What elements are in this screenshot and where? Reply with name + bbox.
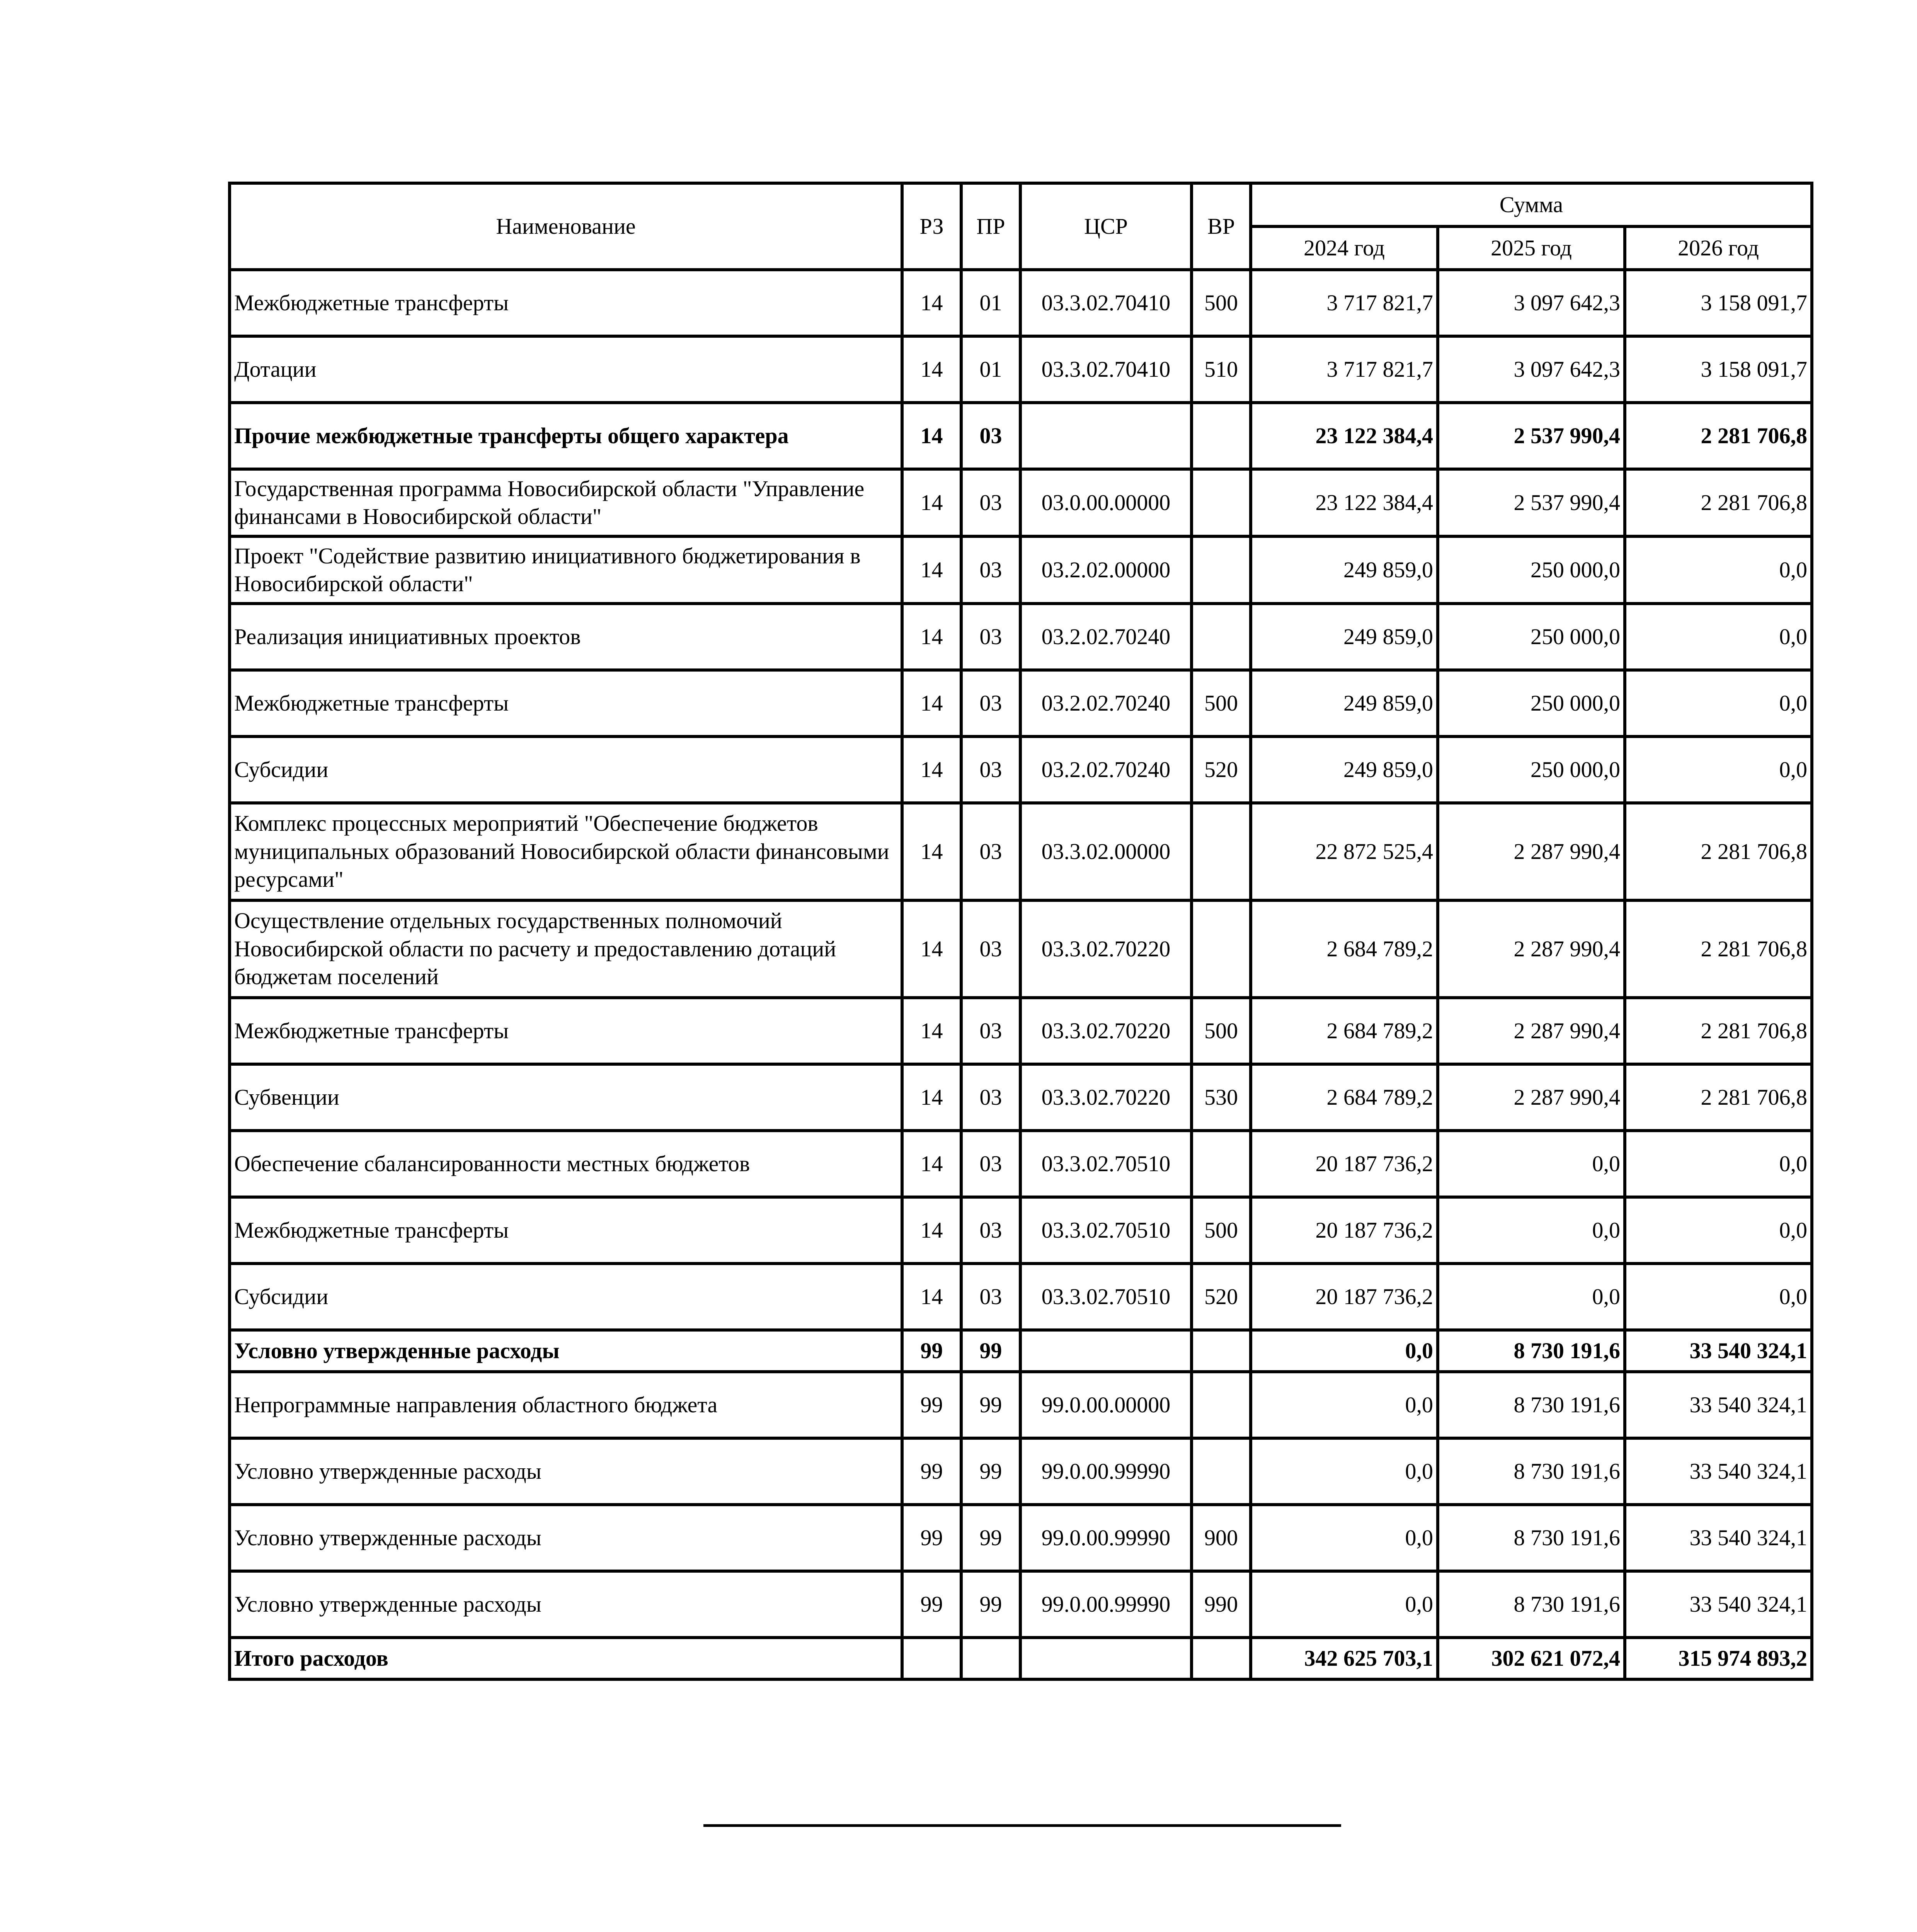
- row-pr: [961, 1638, 1020, 1679]
- row-vr: 530: [1192, 1064, 1251, 1131]
- row-name: Условно утвержденные расходы: [230, 1330, 902, 1372]
- row-name: Условно утвержденные расходы: [230, 1571, 902, 1638]
- table-row: [230, 1505, 1812, 1571]
- row-sum-2025: 2 287 990,4: [1438, 998, 1625, 1064]
- row-vr: 500: [1192, 270, 1251, 336]
- row-pr: 03: [961, 900, 1020, 998]
- table-row: [230, 998, 1812, 1064]
- table-row: [230, 1197, 1812, 1264]
- row-sum-2024: 20 187 736,2: [1251, 1197, 1438, 1264]
- row-pr: 01: [961, 336, 1020, 403]
- row-name: Дотации: [230, 336, 902, 403]
- table-row: [230, 1330, 1812, 1372]
- row-sum-2026: 2 281 706,8: [1625, 998, 1812, 1064]
- table-row: [230, 403, 1812, 469]
- row-sum-2024: 3 717 821,7: [1251, 270, 1438, 336]
- row-name: Межбюджетные трансферты: [230, 1197, 902, 1264]
- row-csr: 03.3.02.70220: [1020, 1064, 1192, 1131]
- row-sum-2024: 0,0: [1251, 1372, 1438, 1438]
- row-pr: 03: [961, 1197, 1020, 1264]
- table-row: [230, 1264, 1812, 1330]
- row-pr: 03: [961, 604, 1020, 670]
- row-name: Непрограммные направления областного бюджета: [230, 1372, 902, 1438]
- row-pr: 03: [961, 536, 1020, 604]
- row-name: Комплекс процессных мероприятий "Обеспечение бюджетов муниципальных образований Новосибирской области финансовыми ресурсами": [230, 803, 902, 900]
- row-rz: 14: [902, 270, 961, 336]
- row-csr: 03.3.02.70510: [1020, 1131, 1192, 1197]
- row-rz: 14: [902, 1064, 961, 1131]
- row-pr: 99: [961, 1571, 1020, 1638]
- horizontal-separator: [703, 1824, 1341, 1827]
- row-name: Субвенции: [230, 1064, 902, 1131]
- row-name: Реализация инициативных проектов: [230, 604, 902, 670]
- row-sum-2024: 23 122 384,4: [1251, 469, 1438, 536]
- table-row: [230, 1131, 1812, 1197]
- row-sum-2026: 33 540 324,1: [1625, 1372, 1812, 1438]
- row-vr: [1192, 1438, 1251, 1505]
- row-sum-2025: 302 621 072,4: [1438, 1638, 1625, 1679]
- row-name: Субсидии: [230, 736, 902, 803]
- row-sum-2025: 250 000,0: [1438, 736, 1625, 803]
- row-vr: 500: [1192, 670, 1251, 736]
- row-pr: 99: [961, 1438, 1020, 1505]
- row-vr: [1192, 900, 1251, 998]
- row-vr: 900: [1192, 1505, 1251, 1571]
- row-sum-2026: 0,0: [1625, 670, 1812, 736]
- row-sum-2026: 0,0: [1625, 1264, 1812, 1330]
- row-rz: [902, 1638, 961, 1679]
- row-sum-2024: 20 187 736,2: [1251, 1264, 1438, 1330]
- header-year-2025: 2025 год: [1438, 226, 1625, 270]
- row-vr: [1192, 1131, 1251, 1197]
- row-csr: 03.3.02.70220: [1020, 998, 1192, 1064]
- row-rz: 14: [902, 1131, 961, 1197]
- row-rz: 14: [902, 900, 961, 998]
- row-sum-2024: 0,0: [1251, 1438, 1438, 1505]
- row-csr: [1020, 403, 1192, 469]
- row-csr: 03.2.02.70240: [1020, 670, 1192, 736]
- row-csr: 03.3.02.70410: [1020, 270, 1192, 336]
- table-row: [230, 736, 1812, 803]
- row-pr: 03: [961, 1264, 1020, 1330]
- budget-table: [228, 182, 1813, 1681]
- row-sum-2026: 2 281 706,8: [1625, 1064, 1812, 1131]
- row-csr: 99.0.00.99990: [1020, 1438, 1192, 1505]
- row-csr: 03.3.02.70510: [1020, 1197, 1192, 1264]
- row-vr: [1192, 1638, 1251, 1679]
- row-sum-2024: 0,0: [1251, 1330, 1438, 1372]
- row-csr: 99.0.00.99990: [1020, 1505, 1192, 1571]
- row-rz: 14: [902, 1264, 961, 1330]
- row-name: Итого расходов: [230, 1638, 902, 1679]
- row-sum-2025: 0,0: [1438, 1197, 1625, 1264]
- row-sum-2025: 2 287 990,4: [1438, 803, 1625, 900]
- row-sum-2026: 0,0: [1625, 736, 1812, 803]
- row-sum-2026: 315 974 893,2: [1625, 1638, 1812, 1679]
- row-sum-2025: 3 097 642,3: [1438, 336, 1625, 403]
- table-row: [230, 1372, 1812, 1438]
- row-csr: 99.0.00.00000: [1020, 1372, 1192, 1438]
- row-vr: [1192, 536, 1251, 604]
- header-rz: РЗ: [902, 183, 961, 270]
- row-sum-2026: 2 281 706,8: [1625, 469, 1812, 536]
- row-pr: 03: [961, 1064, 1020, 1131]
- row-sum-2024: 20 187 736,2: [1251, 1131, 1438, 1197]
- row-rz: 14: [902, 670, 961, 736]
- table-row: [230, 469, 1812, 536]
- row-vr: 520: [1192, 1264, 1251, 1330]
- row-rz: 14: [902, 998, 961, 1064]
- row-name: Прочие межбюджетные трансферты общего характера: [230, 403, 902, 469]
- row-vr: [1192, 604, 1251, 670]
- row-pr: 01: [961, 270, 1020, 336]
- row-rz: 14: [902, 604, 961, 670]
- row-sum-2026: 2 281 706,8: [1625, 403, 1812, 469]
- row-csr: 03.2.02.70240: [1020, 604, 1192, 670]
- row-sum-2025: 250 000,0: [1438, 604, 1625, 670]
- row-csr: 03.3.02.70410: [1020, 336, 1192, 403]
- table-row: [230, 803, 1812, 900]
- row-csr: 03.3.02.70510: [1020, 1264, 1192, 1330]
- row-pr: 03: [961, 403, 1020, 469]
- row-vr: 520: [1192, 736, 1251, 803]
- row-csr: 03.3.02.70220: [1020, 900, 1192, 998]
- row-sum-2025: 2 287 990,4: [1438, 1064, 1625, 1131]
- row-name: Государственная программа Новосибирской области "Управление финансами в Новосибирской области": [230, 469, 902, 536]
- row-name: Осуществление отдельных государственных полномочий Новосибирской области по расчету и предоставлению дотаций бюджетам поселений: [230, 900, 902, 998]
- row-sum-2024: 2 684 789,2: [1251, 900, 1438, 998]
- table-row: [230, 900, 1812, 998]
- row-vr: [1192, 1330, 1251, 1372]
- row-sum-2026: 0,0: [1625, 604, 1812, 670]
- row-vr: 500: [1192, 998, 1251, 1064]
- header-vr: ВР: [1192, 183, 1251, 270]
- row-vr: 510: [1192, 336, 1251, 403]
- row-csr: 99.0.00.99990: [1020, 1571, 1192, 1638]
- row-sum-2024: 249 859,0: [1251, 536, 1438, 604]
- row-sum-2026: 0,0: [1625, 1131, 1812, 1197]
- row-rz: 99: [902, 1505, 961, 1571]
- row-sum-2024: 2 684 789,2: [1251, 1064, 1438, 1131]
- row-pr: 99: [961, 1505, 1020, 1571]
- row-sum-2025: 0,0: [1438, 1264, 1625, 1330]
- row-sum-2024: 2 684 789,2: [1251, 998, 1438, 1064]
- row-rz: 14: [902, 469, 961, 536]
- row-name: Субсидии: [230, 1264, 902, 1330]
- row-csr: 03.0.00.00000: [1020, 469, 1192, 536]
- row-sum-2024: 249 859,0: [1251, 604, 1438, 670]
- row-name: Условно утвержденные расходы: [230, 1505, 902, 1571]
- row-rz: 99: [902, 1438, 961, 1505]
- row-vr: 500: [1192, 1197, 1251, 1264]
- row-sum-2025: 2 537 990,4: [1438, 403, 1625, 469]
- row-pr: 03: [961, 469, 1020, 536]
- row-sum-2026: 2 281 706,8: [1625, 900, 1812, 998]
- row-csr: 03.2.02.00000: [1020, 536, 1192, 604]
- row-name: Условно утвержденные расходы: [230, 1438, 902, 1505]
- row-csr: [1020, 1638, 1192, 1679]
- row-pr: 03: [961, 670, 1020, 736]
- table-row: [230, 336, 1812, 403]
- row-sum-2025: 3 097 642,3: [1438, 270, 1625, 336]
- row-sum-2025: 2 287 990,4: [1438, 900, 1625, 998]
- row-pr: 03: [961, 1131, 1020, 1197]
- row-sum-2026: 3 158 091,7: [1625, 336, 1812, 403]
- row-sum-2024: 22 872 525,4: [1251, 803, 1438, 900]
- row-rz: 14: [902, 1197, 961, 1264]
- row-vr: [1192, 1372, 1251, 1438]
- table-row: [230, 1571, 1812, 1638]
- header-year-2024: 2024 год: [1251, 226, 1438, 270]
- row-sum-2026: 0,0: [1625, 1197, 1812, 1264]
- table-row: [230, 536, 1812, 604]
- row-rz: 99: [902, 1372, 961, 1438]
- row-pr: 03: [961, 803, 1020, 900]
- header-year-2026: 2026 год: [1625, 226, 1812, 270]
- row-pr: 03: [961, 736, 1020, 803]
- row-sum-2024: 249 859,0: [1251, 736, 1438, 803]
- row-name: Проект "Содействие развитию инициативного бюджетирования в Новосибирской области": [230, 536, 902, 604]
- row-sum-2024: 23 122 384,4: [1251, 403, 1438, 469]
- row-sum-2025: 250 000,0: [1438, 536, 1625, 604]
- row-vr: [1192, 403, 1251, 469]
- row-vr: [1192, 469, 1251, 536]
- row-sum-2025: 0,0: [1438, 1131, 1625, 1197]
- header-pr: ПР: [961, 183, 1020, 270]
- row-csr: 03.3.02.00000: [1020, 803, 1192, 900]
- row-sum-2024: 0,0: [1251, 1571, 1438, 1638]
- row-sum-2025: 8 730 191,6: [1438, 1372, 1625, 1438]
- row-sum-2025: 2 537 990,4: [1438, 469, 1625, 536]
- row-csr: [1020, 1330, 1192, 1372]
- row-name: Межбюджетные трансферты: [230, 270, 902, 336]
- row-sum-2024: 342 625 703,1: [1251, 1638, 1438, 1679]
- row-name: Межбюджетные трансферты: [230, 998, 902, 1064]
- row-name: Межбюджетные трансферты: [230, 670, 902, 736]
- row-sum-2024: 0,0: [1251, 1505, 1438, 1571]
- table-row: [230, 1638, 1812, 1679]
- header-name: Наименование: [230, 183, 902, 270]
- row-sum-2026: 33 540 324,1: [1625, 1330, 1812, 1372]
- row-rz: 14: [902, 803, 961, 900]
- row-sum-2026: 33 540 324,1: [1625, 1571, 1812, 1638]
- row-pr: 03: [961, 998, 1020, 1064]
- row-vr: 990: [1192, 1571, 1251, 1638]
- row-sum-2024: 249 859,0: [1251, 670, 1438, 736]
- row-pr: 99: [961, 1330, 1020, 1372]
- row-sum-2026: 0,0: [1625, 536, 1812, 604]
- row-sum-2026: 33 540 324,1: [1625, 1438, 1812, 1505]
- row-name: Обеспечение сбалансированности местных бюджетов: [230, 1131, 902, 1197]
- row-sum-2025: 8 730 191,6: [1438, 1571, 1625, 1638]
- header-sum: Сумма: [1251, 183, 1812, 226]
- row-rz: 99: [902, 1571, 961, 1638]
- row-sum-2025: 8 730 191,6: [1438, 1330, 1625, 1372]
- row-rz: 14: [902, 403, 961, 469]
- table-row: [230, 1064, 1812, 1131]
- table-row: [230, 270, 1812, 336]
- table-row: [230, 604, 1812, 670]
- row-rz: 14: [902, 736, 961, 803]
- row-pr: 99: [961, 1372, 1020, 1438]
- row-sum-2026: 2 281 706,8: [1625, 803, 1812, 900]
- row-sum-2025: 250 000,0: [1438, 670, 1625, 736]
- row-sum-2024: 3 717 821,7: [1251, 336, 1438, 403]
- header-csr: ЦСР: [1020, 183, 1192, 270]
- row-rz: 14: [902, 336, 961, 403]
- row-csr: 03.2.02.70240: [1020, 736, 1192, 803]
- row-sum-2026: 3 158 091,7: [1625, 270, 1812, 336]
- row-sum-2025: 8 730 191,6: [1438, 1438, 1625, 1505]
- row-rz: 14: [902, 536, 961, 604]
- row-sum-2025: 8 730 191,6: [1438, 1505, 1625, 1571]
- row-sum-2026: 33 540 324,1: [1625, 1505, 1812, 1571]
- row-rz: 99: [902, 1330, 961, 1372]
- table-row: [230, 1438, 1812, 1505]
- row-vr: [1192, 803, 1251, 900]
- table-row: [230, 670, 1812, 736]
